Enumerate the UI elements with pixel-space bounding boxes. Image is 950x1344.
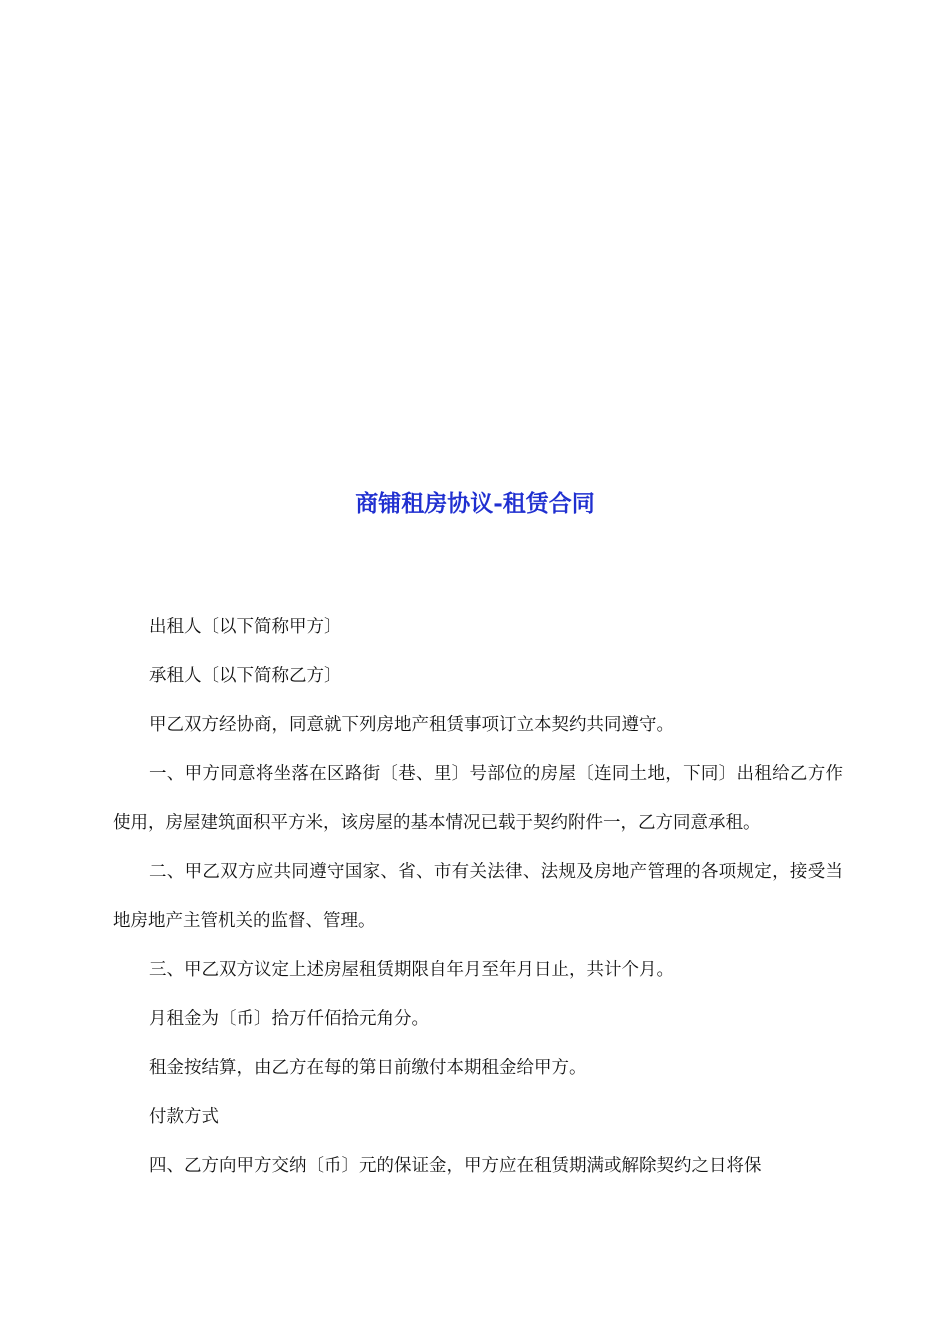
paragraph-clause-1: 一、甲方同意将坐落在区路街〔巷、里〕号部位的房屋〔连同土地，下同〕出租给乙方作使用，房屋建筑面积平方米，该房屋的基本情况已载于契约附件一，乙方同意承租。: [113, 764, 843, 833]
document-title: 商铺租房协议-租赁合同: [355, 490, 595, 517]
paragraph-agreement: 甲乙双方经协商，同意就下列房地产租赁事项订立本契约共同遵守。: [149, 715, 674, 735]
paragraph-clause-3: 三、甲乙双方议定上述房屋租赁期限自年月至年月日止，共计个月。: [149, 960, 674, 980]
paragraph-rent-settlement: 租金按结算，由乙方在每的第日前缴付本期租金给甲方。: [149, 1058, 587, 1078]
document-body: [113, 603, 843, 1191]
paragraph-monthly-rent: 月租金为〔币〕拾万仟佰拾元角分。: [149, 1009, 429, 1029]
paragraph-clause-2: 二、甲乙双方应共同遵守国家、省、市有关法律、法规及房地产管理的各项规定，接受当地房地产主管机关的监督、管理。: [113, 862, 843, 931]
paragraph-clause-4: 四、乙方向甲方交纳〔币〕元的保证金，甲方应在租赁期满或解除契约之日将保: [149, 1156, 762, 1176]
paragraph-lessee: 承租人〔以下简称乙方〕: [149, 666, 342, 686]
paragraph-payment-method: 付款方式: [149, 1107, 219, 1127]
paragraph-lessor: 出租人〔以下简称甲方〕: [149, 617, 342, 637]
